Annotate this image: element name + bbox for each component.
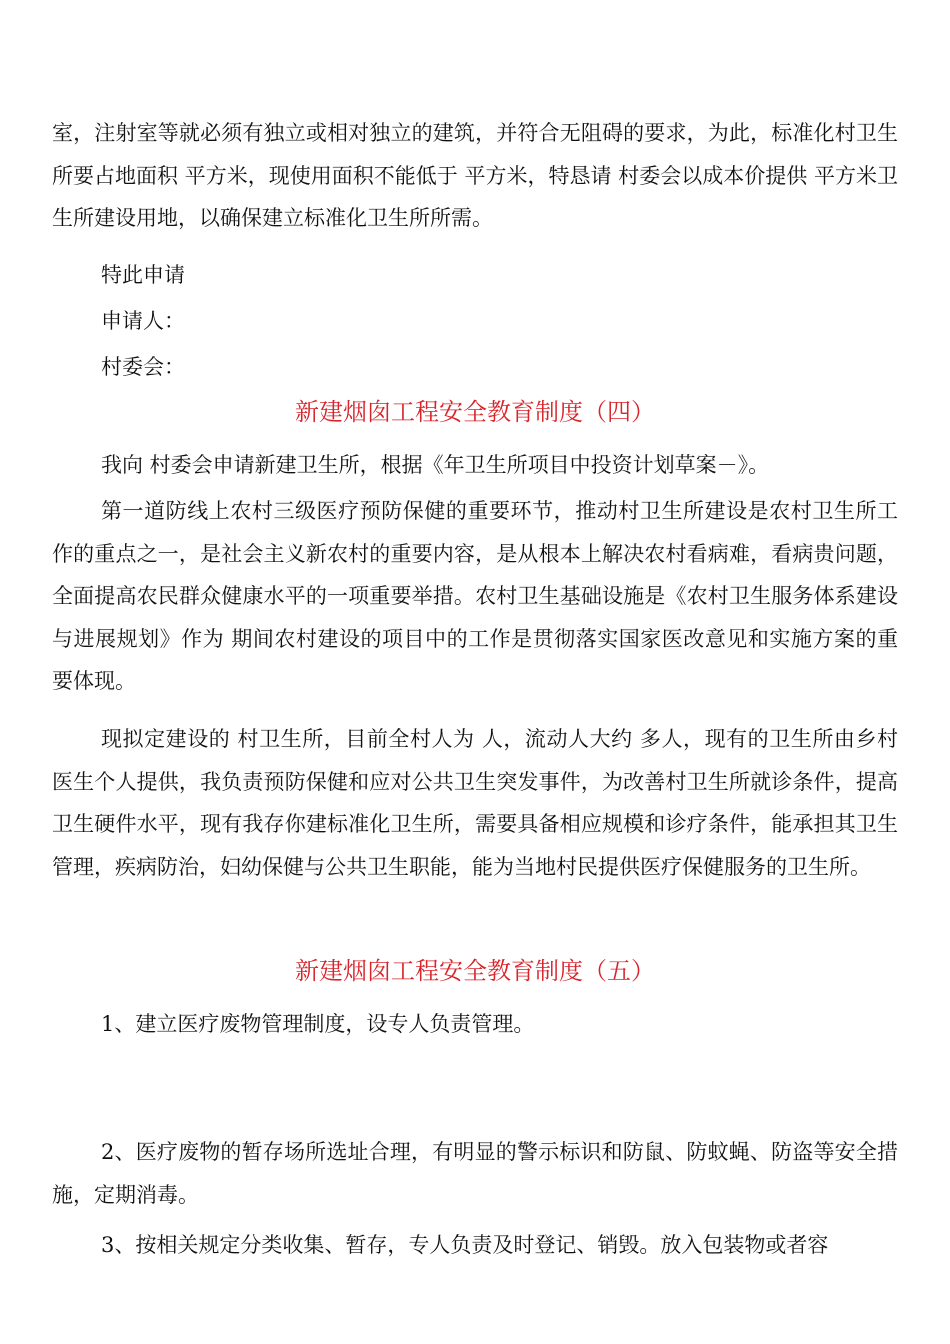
paragraph-plan: 现拟定建设的 村卫生所，目前全村人为 人，流动人大约 多人，现有的卫生所由乡村医生个人提供，我负责预防保健和应对公共卫生突发事件，为改善村卫生所就诊条件，提高卫生硬件水平，现有我存你建标准化卫生所，需要具备相应规模和诊疗条件，能承担其卫生管理，疾病防治，妇幼保健与公共卫生职能，能为当地村民提供医疗保健服务的卫生所。 (52, 727, 898, 879)
paragraph-closing: 特此申请 (101, 263, 185, 287)
paragraph-rule-1: 1、建立医疗废物管理制度，设专人负责管理。 (101, 1012, 535, 1036)
section-heading-4: 新建烟囱工程安全教育制度（四） (295, 398, 655, 426)
paragraph-applicant: 申请人： (101, 309, 185, 333)
paragraph-rule-2: 2、医疗废物的暂存场所选址合理，有明显的警示标识和防鼠、防蚊蝇、防盗等安全措施，定期消毒。 (52, 1140, 898, 1207)
section-heading-5: 新建烟囱工程安全教育制度（五） (295, 957, 655, 985)
paragraph-rule-3: 3、按相关规定分类收集、暂存，专人负责及时登记、销毁。放入包装物或者容 (101, 1233, 829, 1257)
paragraph-committee: 村委会： (101, 355, 185, 379)
paragraph-continued: 室，注射室等就必须有独立或相对独立的建筑，并符合无阻碍的要求，为此，标准化村卫生所要占地面积 平方米，现使用面积不能低于 平方米，特恳请 村委会以成本价提供 平方米卫生所建设用地，以确保建立标准化卫生所所需。 (52, 121, 898, 230)
paragraph-request: 我向 村委会申请新建卫生所，根据《年卫生所项目中投资计划草案－》。 (101, 453, 770, 477)
paragraph-background: 第一道防线上农村三级医疗预防保健的重要环节，推动村卫生所建设是农村卫生所工作的重点之一，是社会主义新农村的重要内容，是从根本上解决农村看病难，看病贵问题，全面提高农民群众健康水平的一项重要举措。农村卫生基础设施是《农村卫生服务体系建设与进展规划》作为 期间农村建设的项目中的工作是贯彻落实国家医改意见和实施方案的重要体现。 (52, 499, 898, 693)
